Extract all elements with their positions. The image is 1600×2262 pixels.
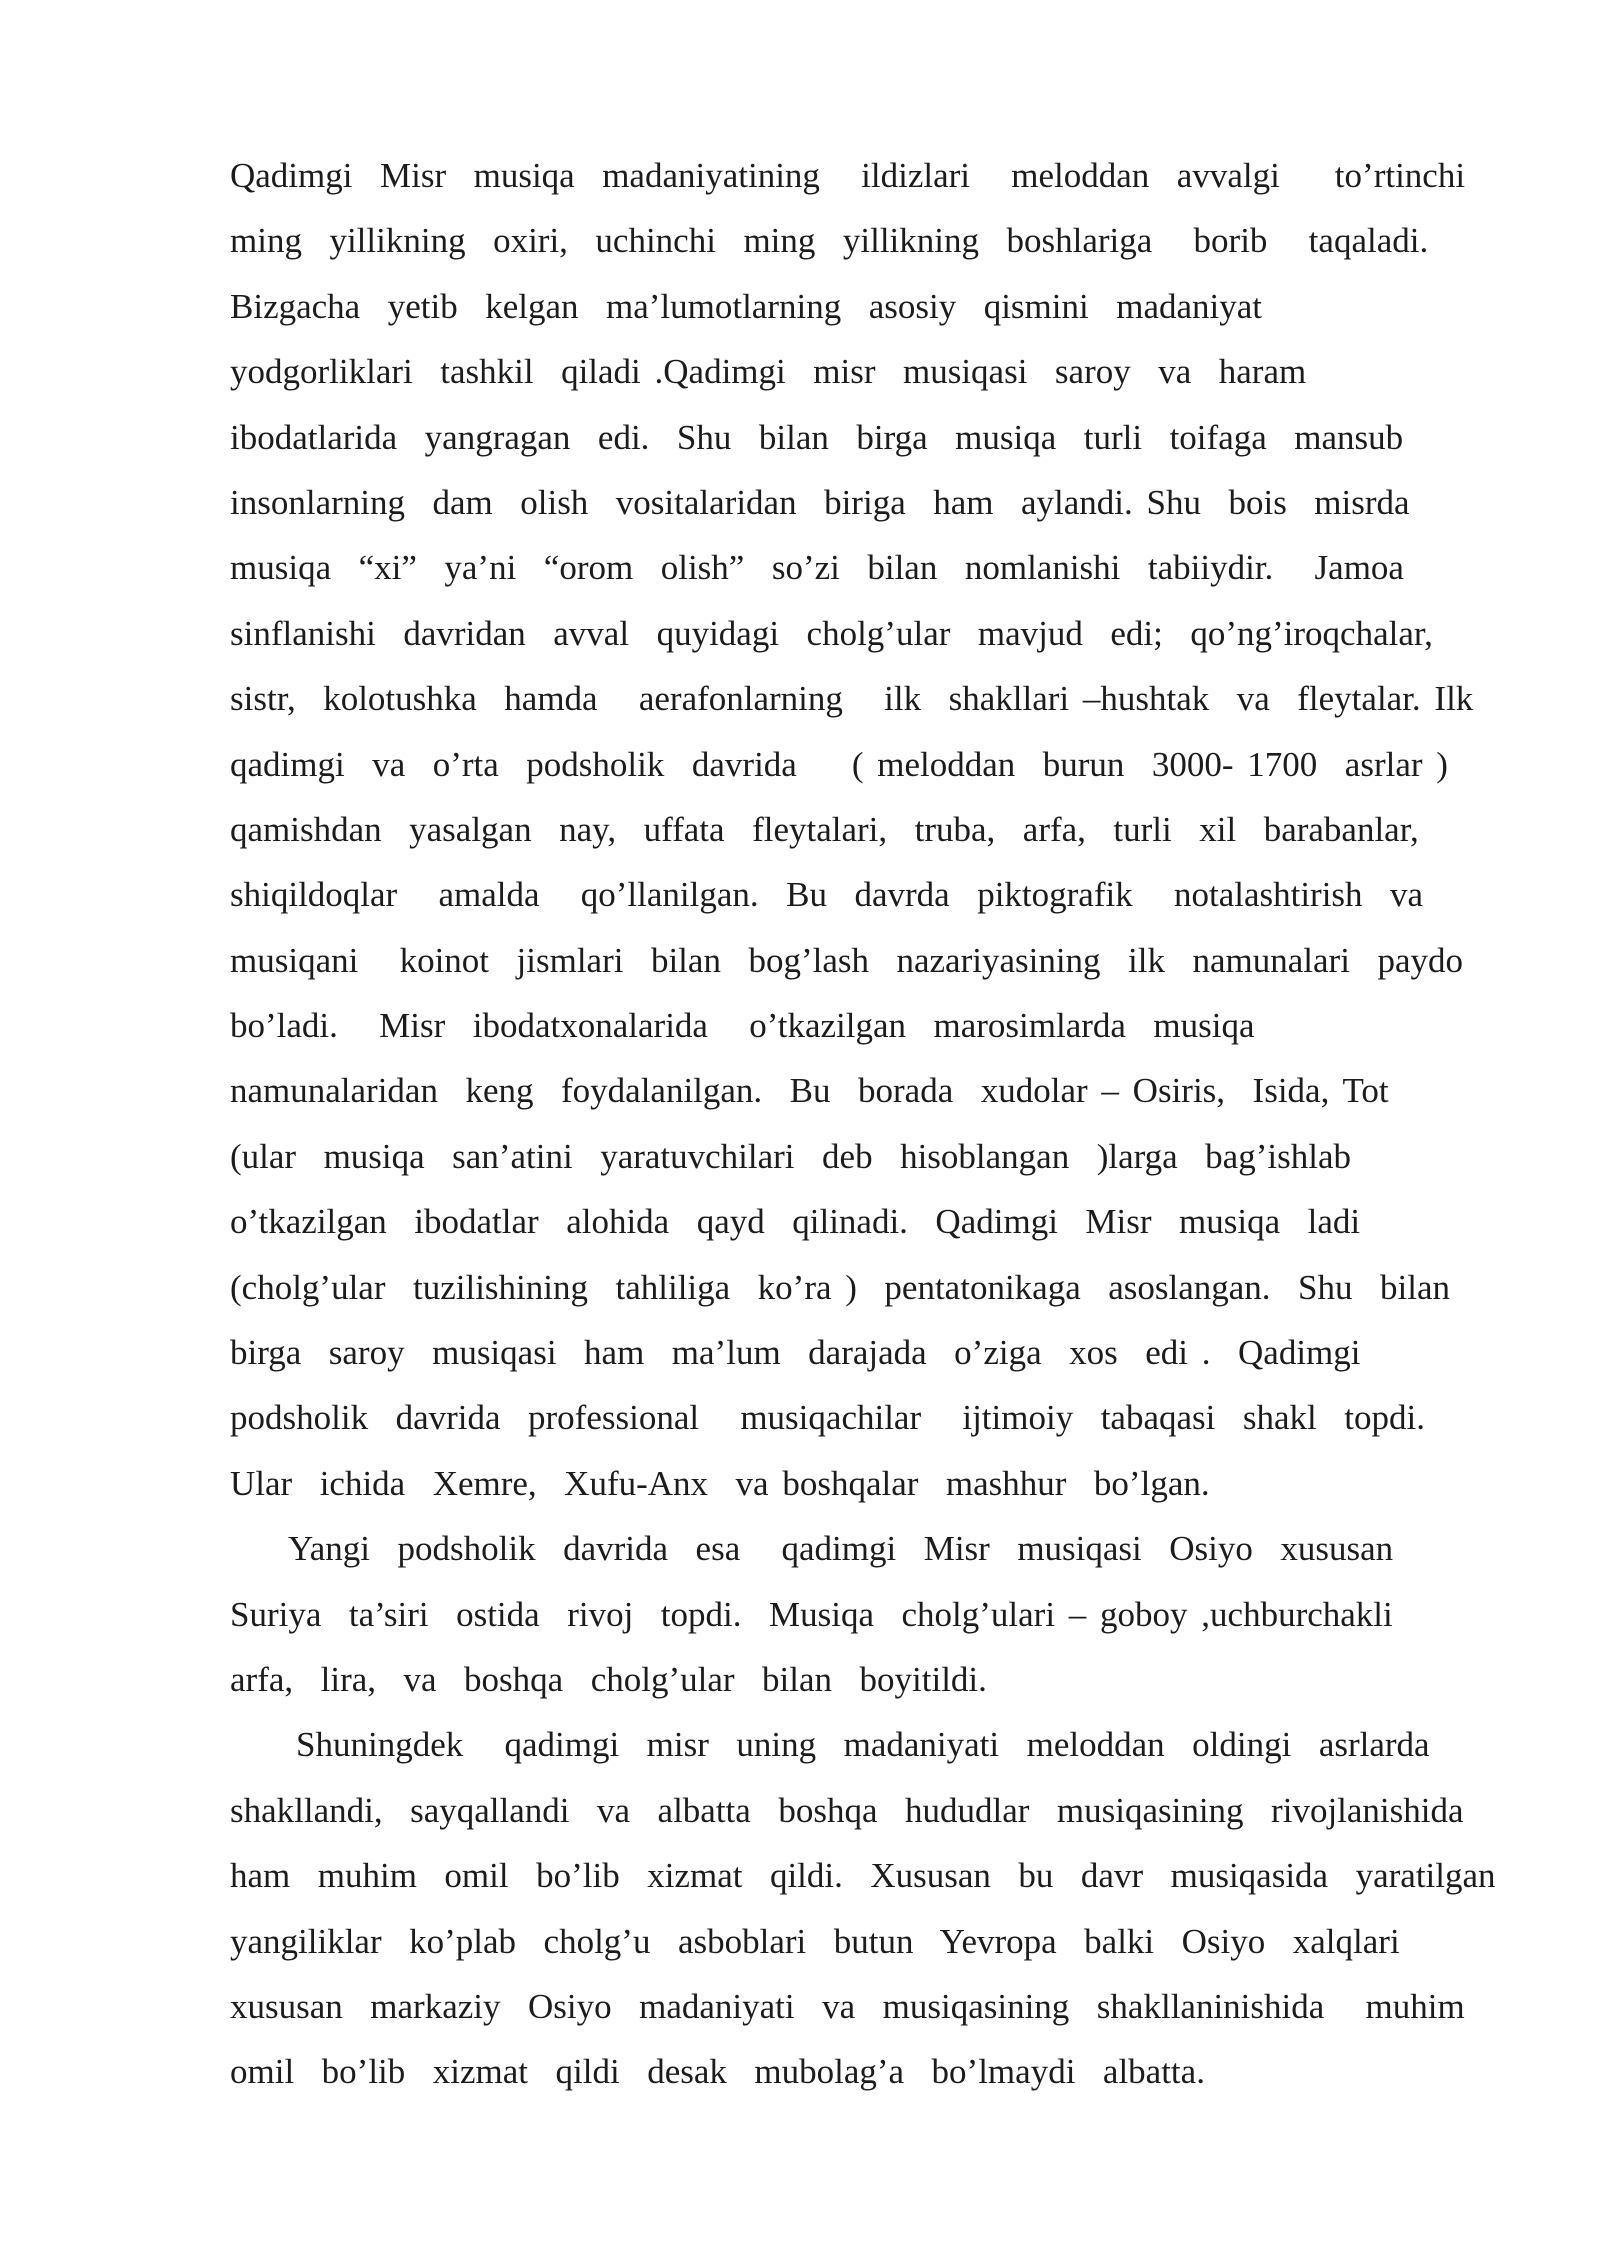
- text-line: insonlarning dam olish vositalaridan biriga ham aylandi. Shu bois misrda: [230, 482, 1410, 522]
- text-line: musiqani koinot jismlari bilan bog’lash nazariyasining ilk namunalari paydo: [230, 940, 1463, 980]
- text-line: ham muhim omil bo’lib xizmat qildi. Xususan bu davr musiqasida yaratilgan: [230, 1856, 1496, 1896]
- text-line: podsholik davrida professional musiqachilar ijtimoiy tabaqasi shakl topdi.: [230, 1398, 1425, 1438]
- text-line: Ular ichida Xemre, Xufu-Anx va boshqalar mashhur bo’lgan.: [230, 1463, 1210, 1503]
- text-line: Bizgacha yetib kelgan ma’lumotlarning asosiy qismini madaniyat: [230, 286, 1263, 326]
- text-line: arfa, lira, va boshqa cholg’ular bilan boyitildi.: [230, 1659, 987, 1699]
- text-line: musiqa “xi” ya’ni “orom olish” so’zi bilan nomlanishi tabiiydir. Jamoa: [230, 548, 1404, 588]
- text-line: yodgorliklari tashkil qiladi .Qadimgi misr musiqasi saroy va haram: [230, 352, 1307, 392]
- text-line: xususan markaziy Osiyo madaniyati va musiqasining shakllaninishida muhim: [230, 1986, 1465, 2026]
- text-line: shakllandi, sayqallandi va albatta boshqa hududlar musiqasining rivojlanishida: [230, 1790, 1464, 1830]
- text-line: qamishdan yasalgan nay, uffata fleytalari, truba, arfa, turli xil barabanlar,: [230, 809, 1419, 849]
- text-line: Qadimgi Misr musiqa madaniyatining ildizlari meloddan avvalgi to’rtinchi: [230, 156, 1466, 195]
- text-line: sistr, kolotushka hamda aerafonlarning ilk shakllari –hushtak va fleytalar. Ilk: [230, 679, 1474, 719]
- text-line: sinflanishi davridan avval quyidagi cholg’ular mavjud edi; qo’ng’iroqchalar,: [230, 613, 1433, 653]
- text-line: (cholg’ular tuzilishining tahliliga ko’ra ) pentatonikaga asoslangan. Shu bilan: [230, 1267, 1451, 1307]
- body-text: [230, 149, 1530, 2111]
- text-line: birga saroy musiqasi ham ma’lum darajada o’ziga xos edi . Qadimgi: [230, 1333, 1361, 1373]
- text-line: shiqildoqlar amalda qo’llanilgan. Bu davrda piktografik notalashtirish va: [230, 875, 1424, 915]
- paragraph-start-line: Shuningdek qadimgi misr uning madaniyati meloddan oldingi asrlarda: [296, 1725, 1430, 1765]
- paragraph-start-line: Yangi podsholik davrida esa qadimgi Misr musiqasi Osiyo xususan: [288, 1529, 1394, 1569]
- text-line: namunalaridan keng foydalanilgan. Bu borada xudolar – Osiris, Isida, Tot: [230, 1071, 1389, 1111]
- text-line: yangiliklar ko’plab cholg’u asboblari butun Yevropa balki Osiyo xalqlari: [230, 1921, 1400, 1961]
- text-line: ming yillikning oxiri, uchinchi ming yillikning boshlariga borib taqaladi.: [230, 221, 1429, 261]
- text-line: bo’ladi. Misr ibodatxonalarida o’tkazilgan marosimlarda musiqa: [230, 1006, 1255, 1046]
- text-line: qadimgi va o’rta podsholik davrida ( meloddan burun 3000- 1700 asrlar ): [230, 744, 1448, 784]
- text-line: Suriya ta’siri ostida rivoj topdi. Musiqa cholg’ulari – goboy ,uchburchakli: [230, 1594, 1393, 1634]
- text-line: o’tkazilgan ibodatlar alohida qayd qilinadi. Qadimgi Misr musiqa ladi: [230, 1202, 1361, 1242]
- text-line: (ular musiqa san’atini yaratuvchilari deb hisoblangan )larga bag’ishlab: [230, 1136, 1351, 1176]
- text-line: ibodatlarida yangragan edi. Shu bilan birga musiqa turli toifaga mansub: [230, 417, 1404, 457]
- text-line: omil bo’lib xizmat qildi desak mubolag’a bo’lmaydi albatta.: [230, 2052, 1205, 2092]
